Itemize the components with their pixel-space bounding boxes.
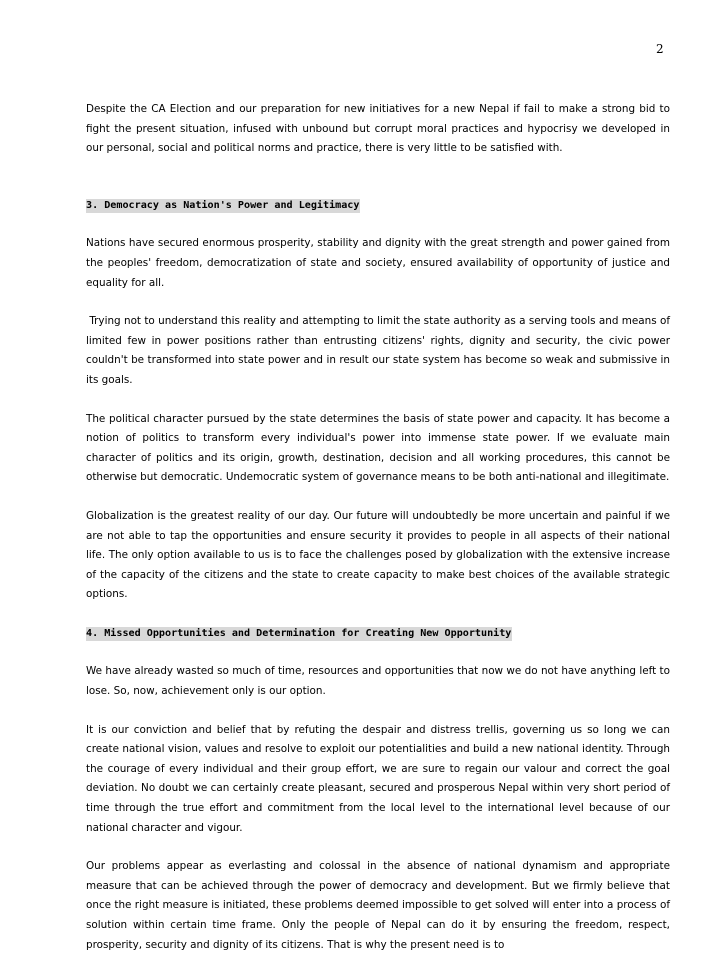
spacer — [86, 293, 670, 312]
section-4-paragraph-3: Our problems appear as everlasting and colossal in the absence of national dynamism and appropriate measure that can be achieved through the power of democracy and development. But we firmly believe that once the right measure is initiated, these problems deemed impossible to get solved will enter into a process of solution within certain time frame. Only the people of Nepal can do it by ensuring the freedom, respect, prosperity, security and dignity of its citizens. That is why the present need is to — [86, 860, 670, 951]
section-4-heading: 4. Missed Opportunities and Determination for Creating New Opportunity — [86, 627, 512, 639]
section-3-heading-line — [86, 196, 670, 216]
section-3-paragraph-3: The political character pursued by the state determines the basis of state power and capacity. It has become a notion of politics to transform every individual's power into immense state power. If we evaluate main character of politics and its origin, growth, destination, decision and all working procedures, this cannot be otherwise but democratic. Undemocratic system of governance means to be both anti-national and illegitimate. — [86, 412, 670, 484]
section-4-paragraph-1: We have already wasted so much of time, resources and opportunities that now we do not have anything left to lose. So, now, achievement only is our option. — [86, 665, 670, 698]
spacer — [86, 488, 670, 507]
section-3-paragraph-4: Globalization is the greatest reality of our day. Our future will undoubtedly be more uncertain and painful if we are not able to tap the opportunities and ensure security it provides to people in all aspects of their national life. The only option available to us is to face the challenges posed by globalization with the extensive increase of the capacity of the citizens and the state to create capacity to make best choices of the available strategic options. — [86, 509, 670, 601]
intro-paragraph: Despite the CA Election and our preparation for new initiatives for a new Nepal if fail to make a strong bid to fight the present situation, infused with unbound but corrupt moral practices and hypocrisy we developed in our personal, social and political norms and practice, there is very little to be satisfied with. — [86, 103, 670, 155]
document-body — [86, 100, 674, 955]
section-3-paragraph-2: Trying not to understand this reality and attempting to limit the state authority as a serving tools and means of limited few in power positions rather than entrusting citizens' rights, dignity and security, the civic power couldn't be transformed into state power and in result our state system has become so weak and submissive in its goals. — [86, 315, 674, 386]
spacer — [86, 159, 670, 196]
page-number: 2 — [656, 42, 664, 56]
section-3-paragraph-1: Nations have secured enormous prosperity, stability and dignity with the great strength and power gained from the peoples' freedom, democratization of state and society, ensured availability of opportunity of justice and equality for all. — [86, 237, 670, 289]
spacer — [86, 215, 670, 234]
section-4-heading-line — [86, 624, 670, 644]
spacer — [86, 643, 670, 662]
spacer — [86, 838, 670, 857]
spacer — [86, 702, 670, 721]
section-3-heading: 3. Democracy as Nation's Power and Legitimacy — [86, 199, 360, 211]
spacer — [86, 605, 670, 624]
spacer — [86, 391, 670, 410]
section-4-paragraph-2: It is our conviction and belief that by refuting the despair and distress trellis, governing us so long we can create national vision, values and resolve to exploit our potentialities and build a new national identity. Through the courage of every individual and their group effort, we are sure to regain our valour and correct the goal deviation. No doubt we can certainly create pleasant, secured and prosperous Nepal within very short period of time through the true effort and commitment from the local level to the international level because of our national character and vigour. — [86, 723, 670, 834]
